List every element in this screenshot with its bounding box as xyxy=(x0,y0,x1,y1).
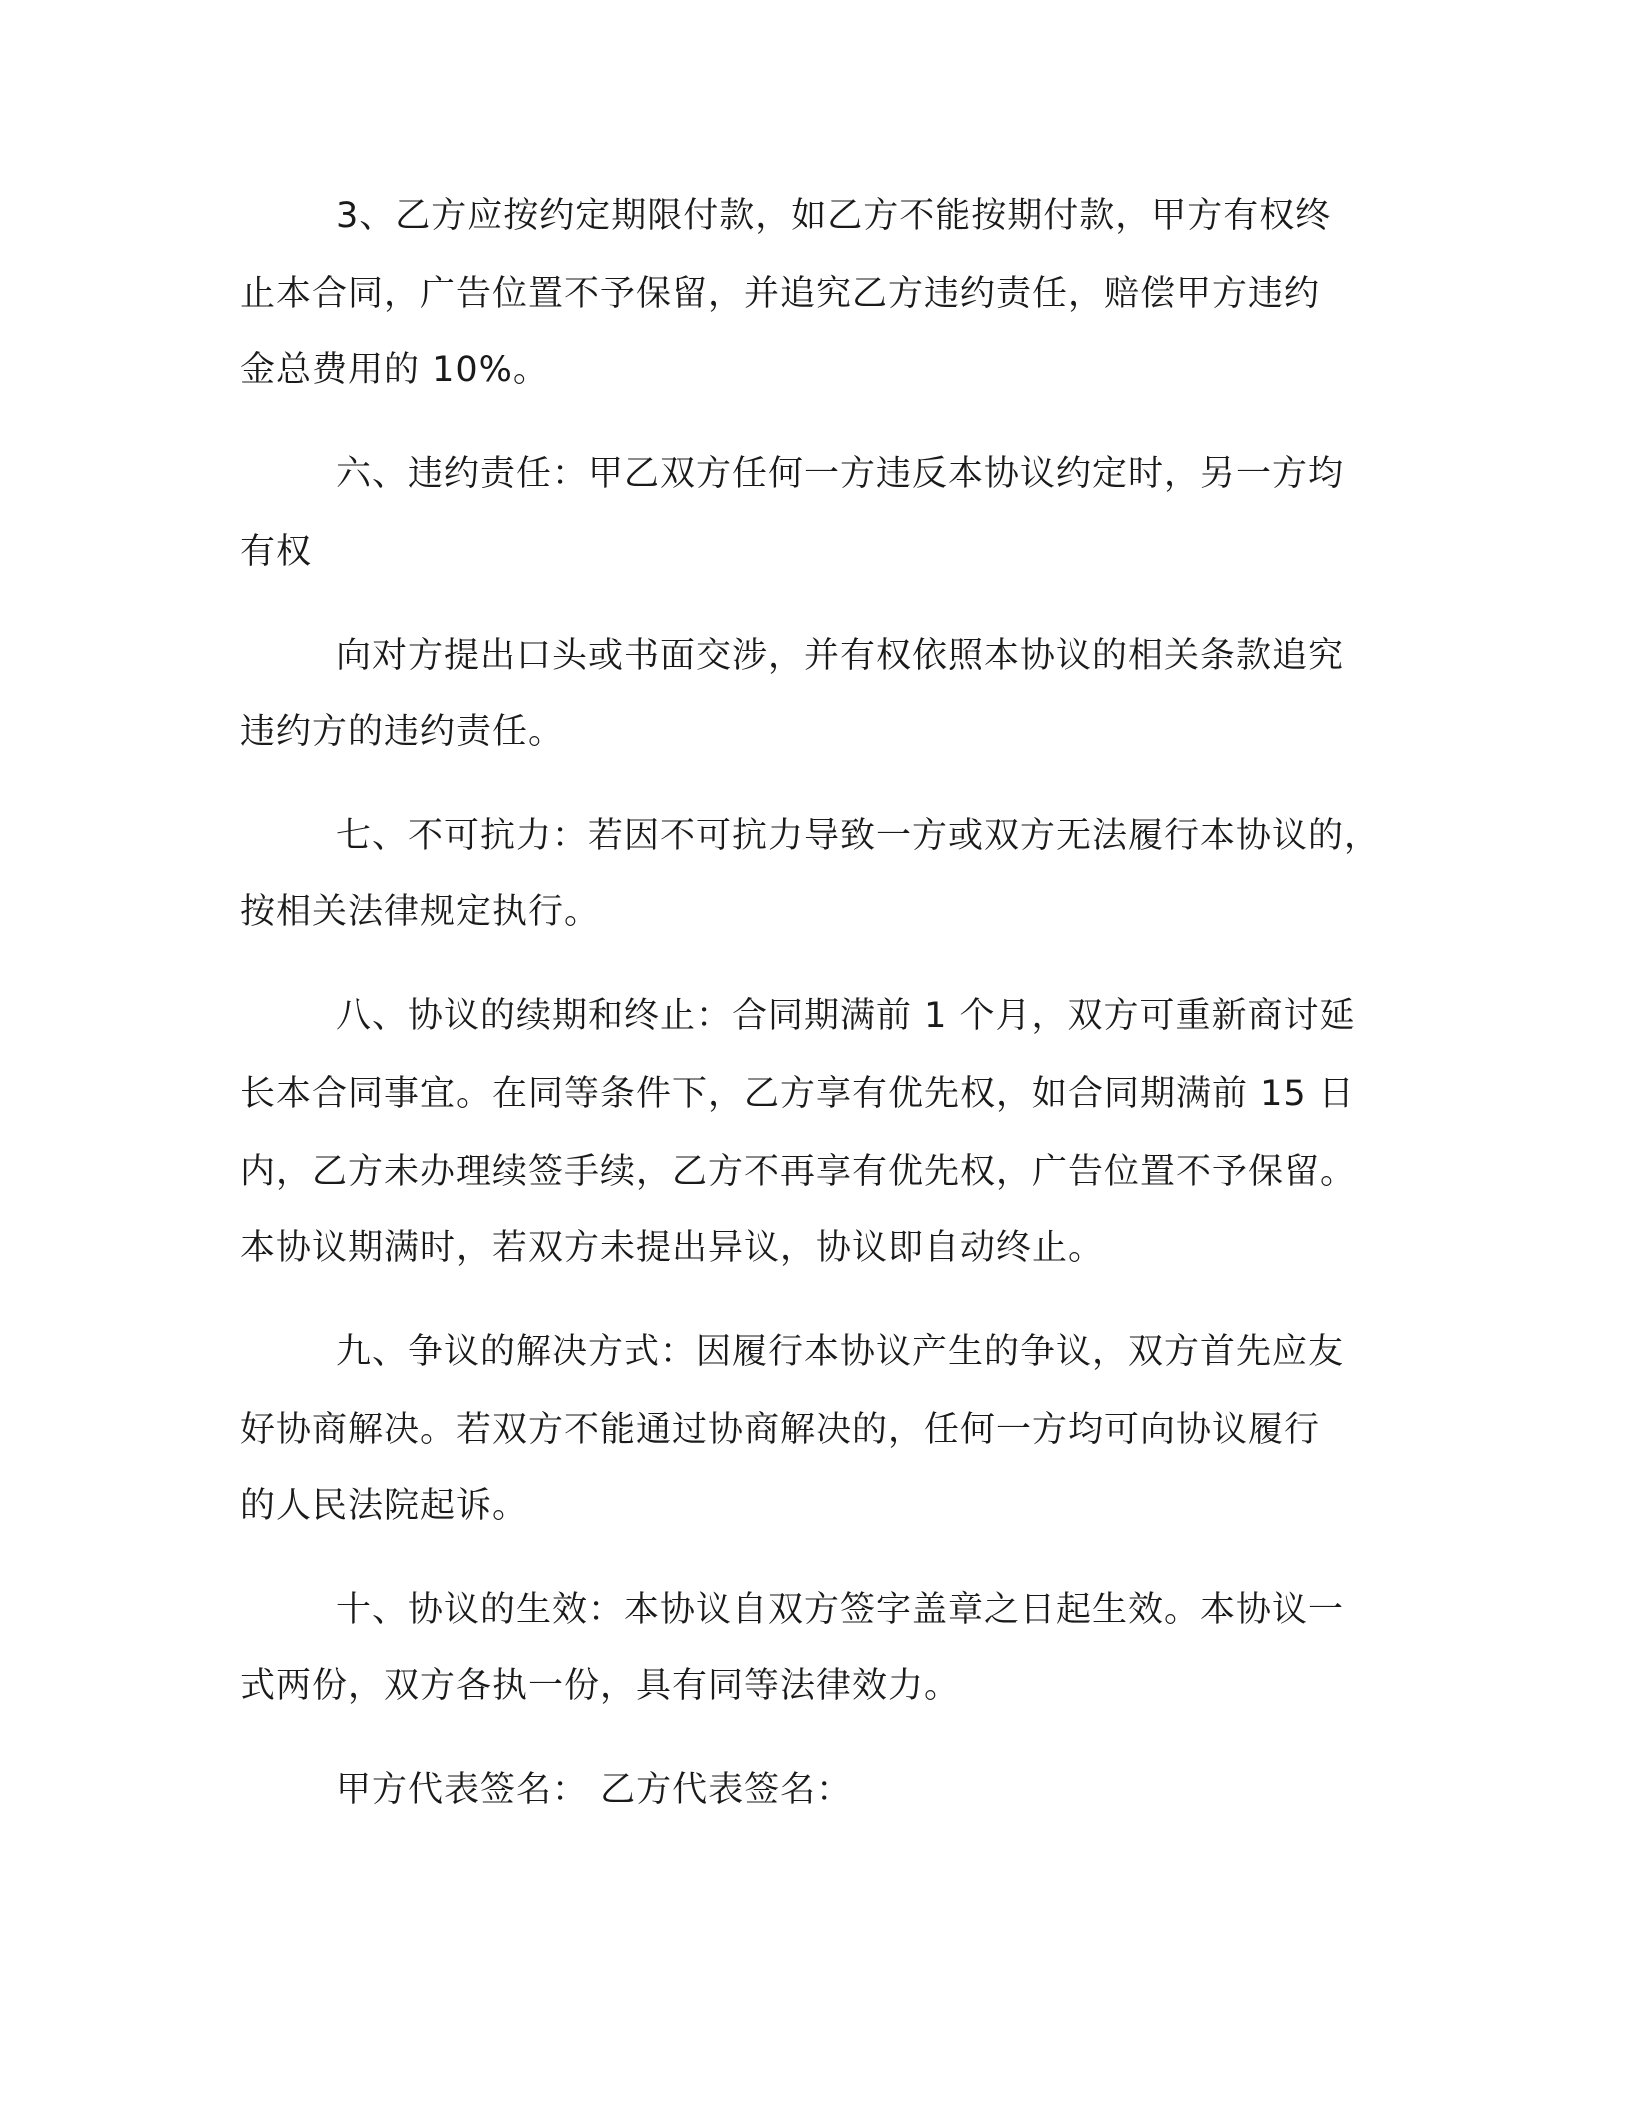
clause-7-line-2: 按相关法律规定执行。 xyxy=(240,892,601,932)
clause-3-line-1: 3、乙方应按约定期限付款，如乙方不能按期付款，甲方有权终 xyxy=(336,196,1332,236)
clause-9-line-3: 的人民法院起诉。 xyxy=(240,1486,529,1526)
clause-9-line-2: 好协商解决。若双方不能通过协商解决的，任何一方均可向协议履行 xyxy=(240,1410,1321,1450)
clause-9-line-1: 九、争议的解决方式：因履行本协议产生的争议，双方首先应友 xyxy=(336,1332,1345,1372)
clause-3-line-2: 止本合同，广告位置不予保留，并追究乙方违约责任，赔偿甲方违约 xyxy=(240,274,1321,314)
clause-3-line-3: 金总费用的 10%。 xyxy=(240,350,549,390)
clause-6-line-1: 六、违约责任：甲乙双方任何一方违反本协议约定时，另一方均 xyxy=(336,454,1345,494)
clause-10-line-1: 十、协议的生效：本协议自双方签字盖章之日起生效。本协议一 xyxy=(336,1590,1345,1630)
clause-6-line-2: 有权 xyxy=(240,532,313,572)
clause-6-line-4: 违约方的违约责任。 xyxy=(240,712,565,752)
clause-10-line-2: 式两份，双方各执一份，具有同等法律效力。 xyxy=(240,1666,961,1706)
clause-8-line-3: 内，乙方未办理续签手续，乙方不再享有优先权，广告位置不予保留。 xyxy=(240,1152,1357,1192)
clause-8-line-2: 长本合同事宜。在同等条件下，乙方享有优先权，如合同期满前 15 日 xyxy=(240,1074,1355,1114)
clause-6-line-3: 向对方提出口头或书面交涉，并有权依照本协议的相关条款追究 xyxy=(336,636,1345,676)
clause-8-line-1: 八、协议的续期和终止：合同期满前 1 个月，双方可重新商讨延 xyxy=(336,996,1356,1036)
clause-8-line-4: 本协议期满时，若双方未提出异议，协议即自动终止。 xyxy=(240,1228,1105,1268)
signature-line: 甲方代表签名： 乙方代表签名： xyxy=(336,1770,853,1810)
clause-7-line-1: 七、不可抗力：若因不可抗力导致一方或双方无法履行本协议的， xyxy=(336,816,1381,856)
